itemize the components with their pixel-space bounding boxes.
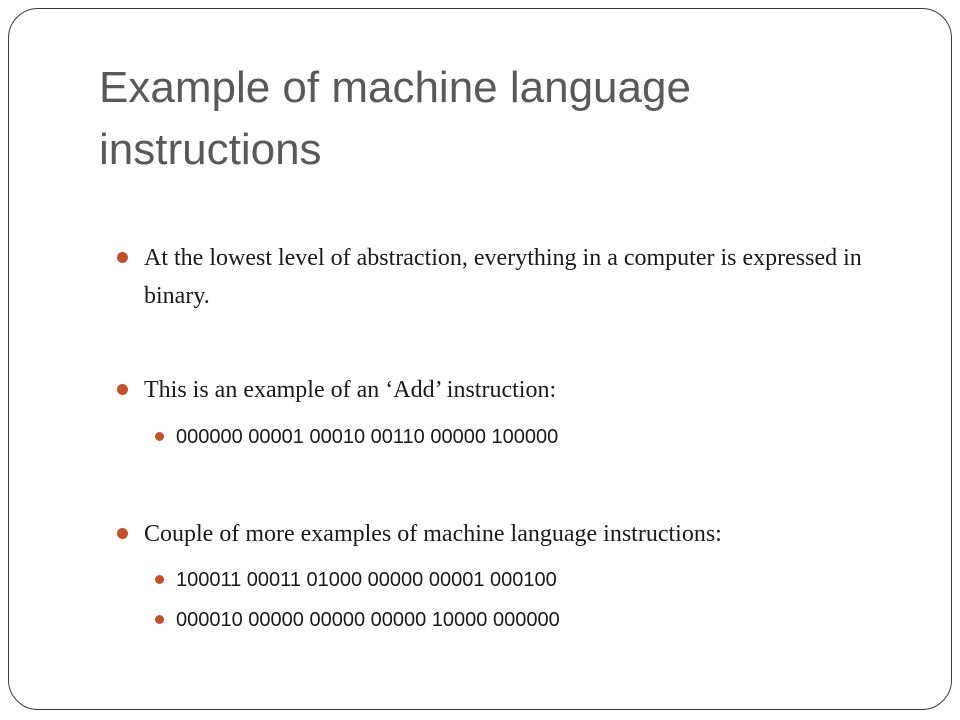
sub-bullet-dot-icon [155,432,164,441]
bullet-text: Couple of more examples of machine language instructions: [144,521,722,547]
bullet-item [117,371,917,409]
binary-instruction: 000000 00001 00010 00110 00000 100000 [176,426,559,448]
bullet-text: This is an example of an ‘Add’ instruction: [144,377,557,403]
bullet-item [117,239,917,315]
binary-instruction: 100011 00011 01000 00000 00001 000100 [176,569,557,591]
binary-instruction: 000010 00000 00000 00000 10000 000000 [176,609,560,631]
bullet-dot-icon [117,528,128,539]
sub-bullet-item [155,605,915,635]
sub-bullet-dot-icon [155,615,164,624]
bullet-item [117,515,917,553]
bullet-text: At the lowest level of abstraction, everything in a computer is expressed in binary. [144,245,862,309]
sub-bullet-item [155,565,915,595]
bullet-dot-icon [117,252,128,263]
slide-title: Example of machine language instructions [99,63,691,174]
bullet-dot-icon [117,384,128,395]
sub-bullet-dot-icon [155,575,164,584]
sub-bullet-item [155,422,915,452]
slide [8,8,952,710]
